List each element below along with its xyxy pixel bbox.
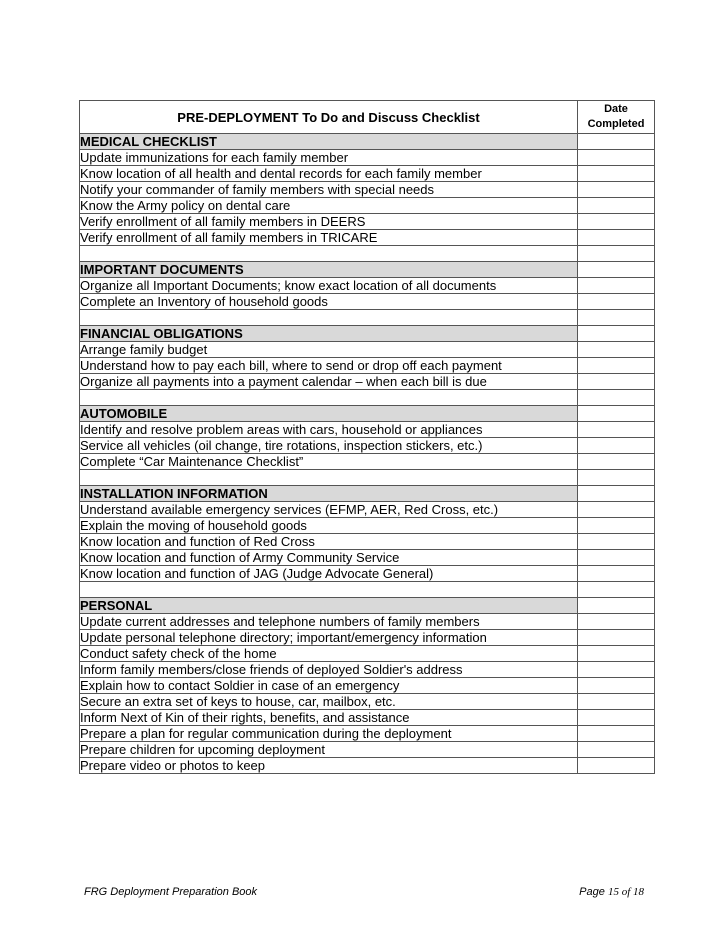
checklist-title: PRE-DEPLOYMENT To Do and Discuss Checklist <box>80 101 578 134</box>
checklist-item-row <box>80 422 655 438</box>
checklist-item-text: Update current addresses and telephone numbers of family members <box>80 614 578 630</box>
date-completed-cell[interactable] <box>578 614 655 630</box>
checklist-item-row <box>80 150 655 166</box>
checklist-item-row <box>80 182 655 198</box>
checklist-item-row <box>80 198 655 214</box>
spacer-row <box>80 310 655 326</box>
checklist-item-row <box>80 630 655 646</box>
date-completed-cell[interactable] <box>578 166 655 182</box>
checklist-item-row <box>80 278 655 294</box>
section-header-row <box>80 406 655 422</box>
checklist-item-row <box>80 758 655 774</box>
section-title: IMPORTANT DOCUMENTS <box>80 262 578 278</box>
date-completed-cell[interactable] <box>578 278 655 294</box>
date-completed-cell[interactable] <box>578 678 655 694</box>
date-completed-cell[interactable] <box>578 198 655 214</box>
spacer-date-cell <box>578 390 655 406</box>
checklist-item-row <box>80 342 655 358</box>
checklist-item-text: Secure an extra set of keys to house, car, mailbox, etc. <box>80 694 578 710</box>
footer-page-count: 15 of 18 <box>607 886 644 898</box>
checklist-item-text: Organize all Important Documents; know exact location of all documents <box>80 278 578 294</box>
date-completed-cell[interactable] <box>578 566 655 582</box>
date-completed-cell[interactable] <box>578 758 655 774</box>
checklist-item-row <box>80 694 655 710</box>
checklist-item-row <box>80 662 655 678</box>
checklist-item-text: Arrange family budget <box>80 342 578 358</box>
date-completed-cell[interactable] <box>578 342 655 358</box>
spacer-date-cell <box>578 310 655 326</box>
spacer-cell <box>80 582 578 598</box>
date-completed-cell[interactable] <box>578 662 655 678</box>
date-completed-cell[interactable] <box>578 694 655 710</box>
checklist-item-row <box>80 550 655 566</box>
spacer-cell <box>80 390 578 406</box>
section-header-row <box>80 486 655 502</box>
checklist-item-text: Explain how to contact Soldier in case of an emergency <box>80 678 578 694</box>
checklist-item-row <box>80 454 655 470</box>
checklist-item-text: Prepare children for upcoming deployment <box>80 742 578 758</box>
spacer-cell <box>80 470 578 486</box>
date-header-line1: Date <box>604 103 628 115</box>
checklist-item-row <box>80 502 655 518</box>
checklist-item-text: Identify and resolve problem areas with cars, household or appliances <box>80 422 578 438</box>
checklist-item-text: Prepare a plan for regular communication during the deployment <box>80 726 578 742</box>
date-completed-cell[interactable] <box>578 518 655 534</box>
date-completed-cell[interactable] <box>578 710 655 726</box>
section-date-cell <box>578 406 655 422</box>
spacer-row <box>80 582 655 598</box>
section-title: PERSONAL <box>80 598 578 614</box>
checklist-item-row <box>80 566 655 582</box>
checklist-item-text: Verify enrollment of all family members in TRICARE <box>80 230 578 246</box>
section-date-cell <box>578 134 655 150</box>
footer-page-label: Page <box>579 886 605 898</box>
checklist-item-text: Know location and function of JAG (Judge Advocate General) <box>80 566 578 582</box>
checklist-body <box>80 134 655 774</box>
checklist-item-row <box>80 166 655 182</box>
date-completed-cell[interactable] <box>578 534 655 550</box>
section-title: FINANCIAL OBLIGATIONS <box>80 326 578 342</box>
checklist-item-row <box>80 438 655 454</box>
date-completed-header <box>578 101 655 134</box>
checklist-item-text: Prepare video or photos to keep <box>80 758 578 774</box>
date-completed-cell[interactable] <box>578 150 655 166</box>
spacer-row <box>80 390 655 406</box>
checklist-item-row <box>80 518 655 534</box>
date-completed-cell[interactable] <box>578 214 655 230</box>
checklist-table <box>79 100 655 774</box>
date-completed-cell[interactable] <box>578 294 655 310</box>
section-date-cell <box>578 486 655 502</box>
date-completed-cell[interactable] <box>578 550 655 566</box>
checklist-item-row <box>80 742 655 758</box>
checklist-item-text: Know location of all health and dental records for each family member <box>80 166 578 182</box>
checklist-item-text: Inform Next of Kin of their rights, benefits, and assistance <box>80 710 578 726</box>
checklist-item-row <box>80 726 655 742</box>
checklist-item-text: Know the Army policy on dental care <box>80 198 578 214</box>
date-completed-cell[interactable] <box>578 726 655 742</box>
checklist-item-row <box>80 710 655 726</box>
spacer-date-cell <box>578 470 655 486</box>
date-completed-cell[interactable] <box>578 230 655 246</box>
checklist-item-text: Know location and function of Red Cross <box>80 534 578 550</box>
checklist-item-text: Know location and function of Army Community Service <box>80 550 578 566</box>
checklist-item-row <box>80 230 655 246</box>
section-title: MEDICAL CHECKLIST <box>80 134 578 150</box>
date-completed-cell[interactable] <box>578 438 655 454</box>
checklist-item-row <box>80 214 655 230</box>
table-header-row <box>80 101 655 134</box>
section-header-row <box>80 598 655 614</box>
checklist-item-text: Understand how to pay each bill, where to send or drop off each payment <box>80 358 578 374</box>
checklist-item-text: Service all vehicles (oil change, tire rotations, inspection stickers, etc.) <box>80 438 578 454</box>
section-header-row <box>80 134 655 150</box>
spacer-row <box>80 470 655 486</box>
spacer-cell <box>80 310 578 326</box>
checklist-item-text: Complete an Inventory of household goods <box>80 294 578 310</box>
spacer-date-cell <box>578 582 655 598</box>
checklist-item-text: Organize all payments into a payment calendar – when each bill is due <box>80 374 578 390</box>
spacer-date-cell <box>578 246 655 262</box>
checklist-item-text: Verify enrollment of all family members in DEERS <box>80 214 578 230</box>
checklist-item-text: Complete “Car Maintenance Checklist” <box>80 454 578 470</box>
checklist-item-text: Understand available emergency services (EFMP, AER, Red Cross, etc.) <box>80 502 578 518</box>
section-date-cell <box>578 262 655 278</box>
footer-page-number <box>579 886 644 898</box>
date-completed-cell[interactable] <box>578 422 655 438</box>
date-completed-cell[interactable] <box>578 502 655 518</box>
checklist-item-text: Inform family members/close friends of deployed Soldier's address <box>80 662 578 678</box>
section-header-row <box>80 262 655 278</box>
checklist-item-row <box>80 678 655 694</box>
checklist-item-text: Conduct safety check of the home <box>80 646 578 662</box>
checklist-item-row <box>80 534 655 550</box>
date-completed-cell[interactable] <box>578 358 655 374</box>
checklist-item-text: Update personal telephone directory; important/emergency information <box>80 630 578 646</box>
date-completed-cell[interactable] <box>578 182 655 198</box>
date-completed-cell[interactable] <box>578 454 655 470</box>
section-date-cell <box>578 598 655 614</box>
date-completed-cell[interactable] <box>578 374 655 390</box>
date-header-line2: Completed <box>587 118 645 130</box>
spacer-cell <box>80 246 578 262</box>
section-title: AUTOMOBILE <box>80 406 578 422</box>
checklist-item-text: Update immunizations for each family member <box>80 150 578 166</box>
checklist-item-row <box>80 646 655 662</box>
checklist-item-row <box>80 358 655 374</box>
spacer-row <box>80 246 655 262</box>
checklist-item-text: Notify your commander of family members with special needs <box>80 182 578 198</box>
date-completed-cell[interactable] <box>578 630 655 646</box>
section-header-row <box>80 326 655 342</box>
section-date-cell <box>578 326 655 342</box>
footer-book-title: FRG Deployment Preparation Book <box>84 886 258 898</box>
checklist-item-row <box>80 374 655 390</box>
section-title: INSTALLATION INFORMATION <box>80 486 578 502</box>
checklist-item-row <box>80 614 655 630</box>
checklist-item-text: Explain the moving of household goods <box>80 518 578 534</box>
checklist-item-row <box>80 294 655 310</box>
date-completed-cell[interactable] <box>578 646 655 662</box>
date-completed-cell[interactable] <box>578 742 655 758</box>
